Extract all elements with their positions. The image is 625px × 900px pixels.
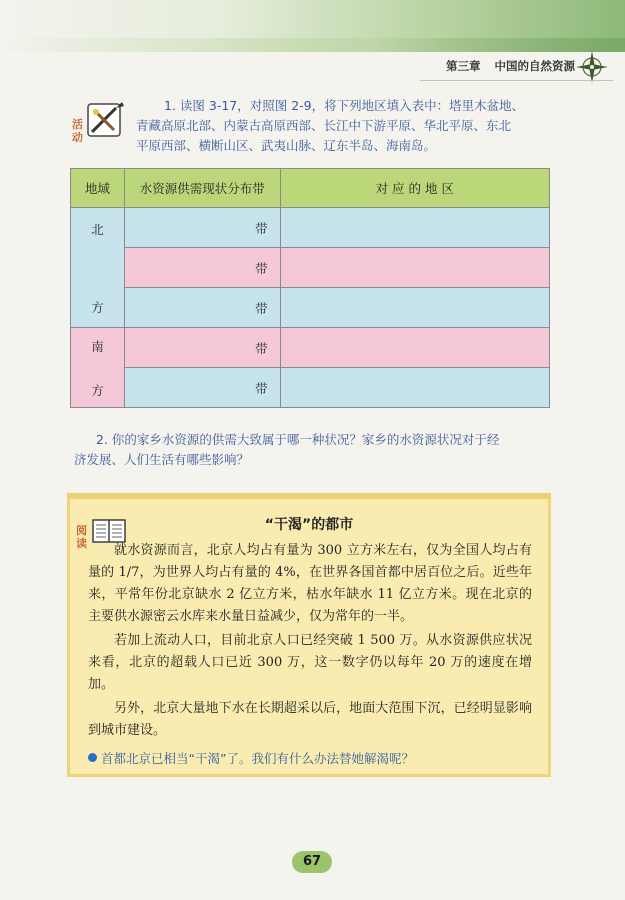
south-char-2: 方 xyxy=(91,382,104,398)
north-char-2: 方 xyxy=(91,299,104,315)
south-char-1: 南 xyxy=(91,338,104,354)
reading-paragraph-1: 就水资源而言，北京人均占有量为 300 立方米左右，仅为全国人均占有量的 1/7，为世界人均占有量的 4%，在世界各国首都中居百位之后。近些年来，平常年份北京缺水 2 亿立方米，枯水年缺水 11 亿立方米。现在北京的主要供水源密云水库来水量日益减少，仅为常年的一半。 xyxy=(88,543,532,624)
reading-question-text: 首都北京已相当“干渴”了。我们有什么办法替她解渴呢？ xyxy=(101,751,414,766)
north-region-cell xyxy=(71,208,125,328)
reading-box xyxy=(67,493,551,777)
area-answer-cell[interactable] xyxy=(280,368,549,408)
compass-rose-icon xyxy=(575,50,609,84)
activity-label: 活动 xyxy=(72,118,83,144)
header-region: 地域 xyxy=(71,169,125,208)
reading-title: “干渴”的都市 xyxy=(264,517,354,533)
table-row xyxy=(71,208,550,248)
north-char-1: 北 xyxy=(91,221,104,237)
q2-line-2: 济发展、人们生活有哪些影响？ xyxy=(74,452,250,467)
water-supply-table xyxy=(70,168,550,408)
page-number: 67 xyxy=(292,851,332,873)
south-region-cell xyxy=(71,328,125,408)
top-decoration-band xyxy=(0,0,625,52)
reading-paragraph-3: 另外，北京大量地下水在长期超采以后，地面大范围下沉，已经明显影响到城市建设。 xyxy=(88,701,532,738)
band-cell: 带 xyxy=(124,248,280,288)
q2-line-1: 2. 你的家乡水资源的供需大致属于哪一种状况？家乡的水资源状况对于经 xyxy=(96,432,500,447)
reading-paragraph-2: 若加上流动人口，目前北京人口已经突破 1 500 万。从水资源供应状况来看，北京的超载人口已近 300 万，这一数字仍以每年 20 万的速度在增加。 xyxy=(88,633,532,692)
chapter-title: 中国的自然资源 xyxy=(494,59,575,73)
reading-body xyxy=(88,540,532,744)
activity-question-2 xyxy=(74,430,556,470)
table-row xyxy=(71,368,550,408)
area-answer-cell[interactable] xyxy=(280,248,549,288)
table-row xyxy=(71,328,550,368)
bullet-icon xyxy=(88,753,97,762)
area-answer-cell[interactable] xyxy=(280,288,549,328)
chapter-header xyxy=(436,58,575,74)
band-cell: 带 xyxy=(124,288,280,328)
reading-label: 阅读 xyxy=(76,524,87,550)
band-cell: 带 xyxy=(124,368,280,408)
table-header-row xyxy=(71,169,550,208)
header-band: 水资源供需现状分布带 xyxy=(124,169,280,208)
reading-question xyxy=(88,749,414,767)
area-answer-cell[interactable] xyxy=(280,208,549,248)
header-areas: 对 应 的 地 区 xyxy=(280,169,549,208)
q1-line-2: 青藏高原北部、内蒙古高原西部、长江中下游平原、华北平原、东北 xyxy=(136,118,512,133)
band-cell: 带 xyxy=(124,328,280,368)
header-divider xyxy=(420,80,613,81)
band-cell: 带 xyxy=(124,208,280,248)
table-row xyxy=(71,248,550,288)
activity-question-1 xyxy=(136,96,556,156)
q1-line-1: 1. 读图 3-17，对照图 2-9，将下列地区填入表中：塔里木盆地、 xyxy=(164,98,525,113)
q1-line-3: 平原西部、横断山区、武夷山脉、辽东半岛、海南岛。 xyxy=(136,138,437,153)
table-row xyxy=(71,288,550,328)
area-answer-cell[interactable] xyxy=(280,328,549,368)
chapter-number: 第三章 xyxy=(445,59,481,73)
